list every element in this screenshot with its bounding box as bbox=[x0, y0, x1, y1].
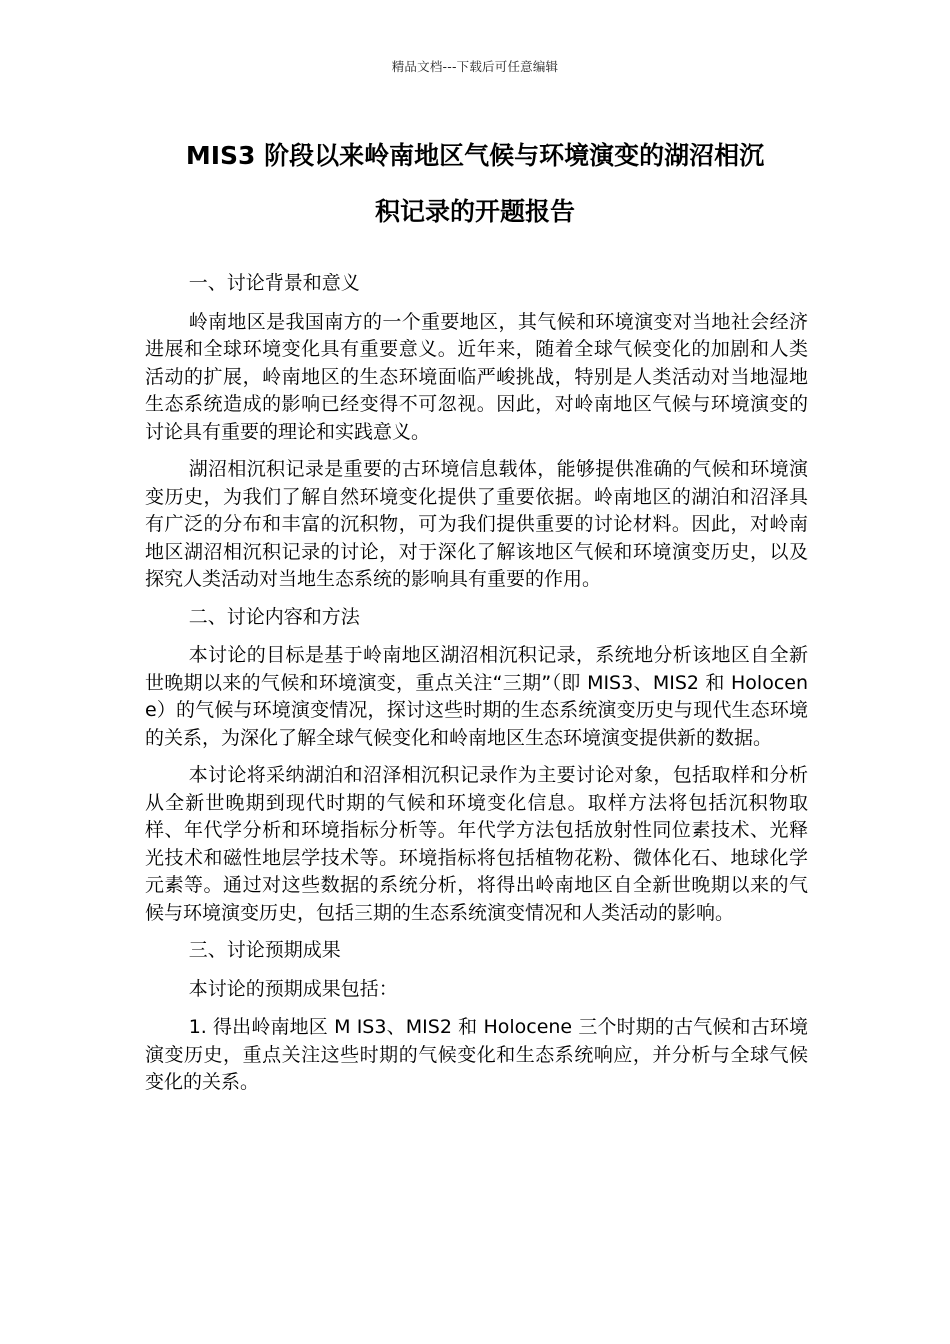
document-title-line-1: MIS3 阶段以来岭南地区气候与环境演变的湖沼相沉 bbox=[185, 141, 765, 170]
section-heading-outcomes: 三、讨论预期成果 bbox=[188, 939, 341, 961]
outcome-item-1: 1. 得出岭南地区 M IS3、MIS2 和 Holocene 三个时期的古气候和古环境演变历史，重点关注这些时期的气候变化和生态系统响应，并分析与全球气候变化的关系。 bbox=[145, 1016, 808, 1093]
paragraph-methods-2: 本讨论将采纳湖泊和沼泽相沉积记录作为主要讨论对象，包括取样和分析从全新世晚期到现代时期的气候和环境变化信息。取样方法将包括沉积物取样、年代学分析和环境指标分析等。年代学方法包括放射性同位素技术、光释光技术和磁性地层学技术等。环境指标将包括植物花粉、微体化石、地球化学元素等。通过对这些数据的系统分析，将得出岭南地区自全新世晚期以来的气候与环境演变历史，包括三期的生态系统演变情况和人类活动的影响。 bbox=[145, 764, 808, 924]
section-heading-background: 一、讨论背景和意义 bbox=[188, 272, 360, 294]
header-note: 精品文档---下载后可任意编辑 bbox=[391, 59, 559, 74]
paragraph-background-2: 湖沼相沉积记录是重要的古环境信息载体，能够提供准确的气候和环境演变历史，为我们了解自然环境变化提供了重要依据。岭南地区的湖泊和沼泽具有广泛的分布和丰富的沉积物，可为我们提供重要的讨论材料。因此，对岭南地区湖沼相沉积记录的讨论，对于深化了解该地区气候和环境演变历史，以及探究人类活动对当地生态系统的影响具有重要的作用。 bbox=[145, 458, 808, 590]
section-heading-methods: 二、讨论内容和方法 bbox=[188, 605, 360, 628]
paragraph-methods-1: 本讨论的目标是基于岭南地区湖沼相沉积记录，系统地分析该地区自全新世晚期以来的气候和环境演变，重点关注“三期”（即 MIS3、MIS2 和 Holocene）的气候与环境演变情况，探讨这些时期的生态系统演变历史与现代生态环境的关系，为深化了解全球气候变化和岭南地区生态环境演变提供新的数据。 bbox=[145, 644, 808, 749]
document-title-line-2: 积记录的开题报告 bbox=[374, 197, 575, 226]
document-body bbox=[145, 270, 808, 1107]
paragraph-background-1: 岭南地区是我国南方的一个重要地区，其气候和环境演变对当地社会经济进展和全球环境变化具有重要意义。近年来，随着全球气候变化的加剧和人类活动的扩展，岭南地区的生态环境面临严峻挑战，特别是人类活动对当地湿地生态系统造成的影响已经变得不可忽视。因此，对岭南地区气候与环境演变的讨论具有重要的理论和实践意义。 bbox=[145, 310, 808, 443]
outcomes-intro: 本讨论的预期成果包括： bbox=[188, 977, 398, 1000]
